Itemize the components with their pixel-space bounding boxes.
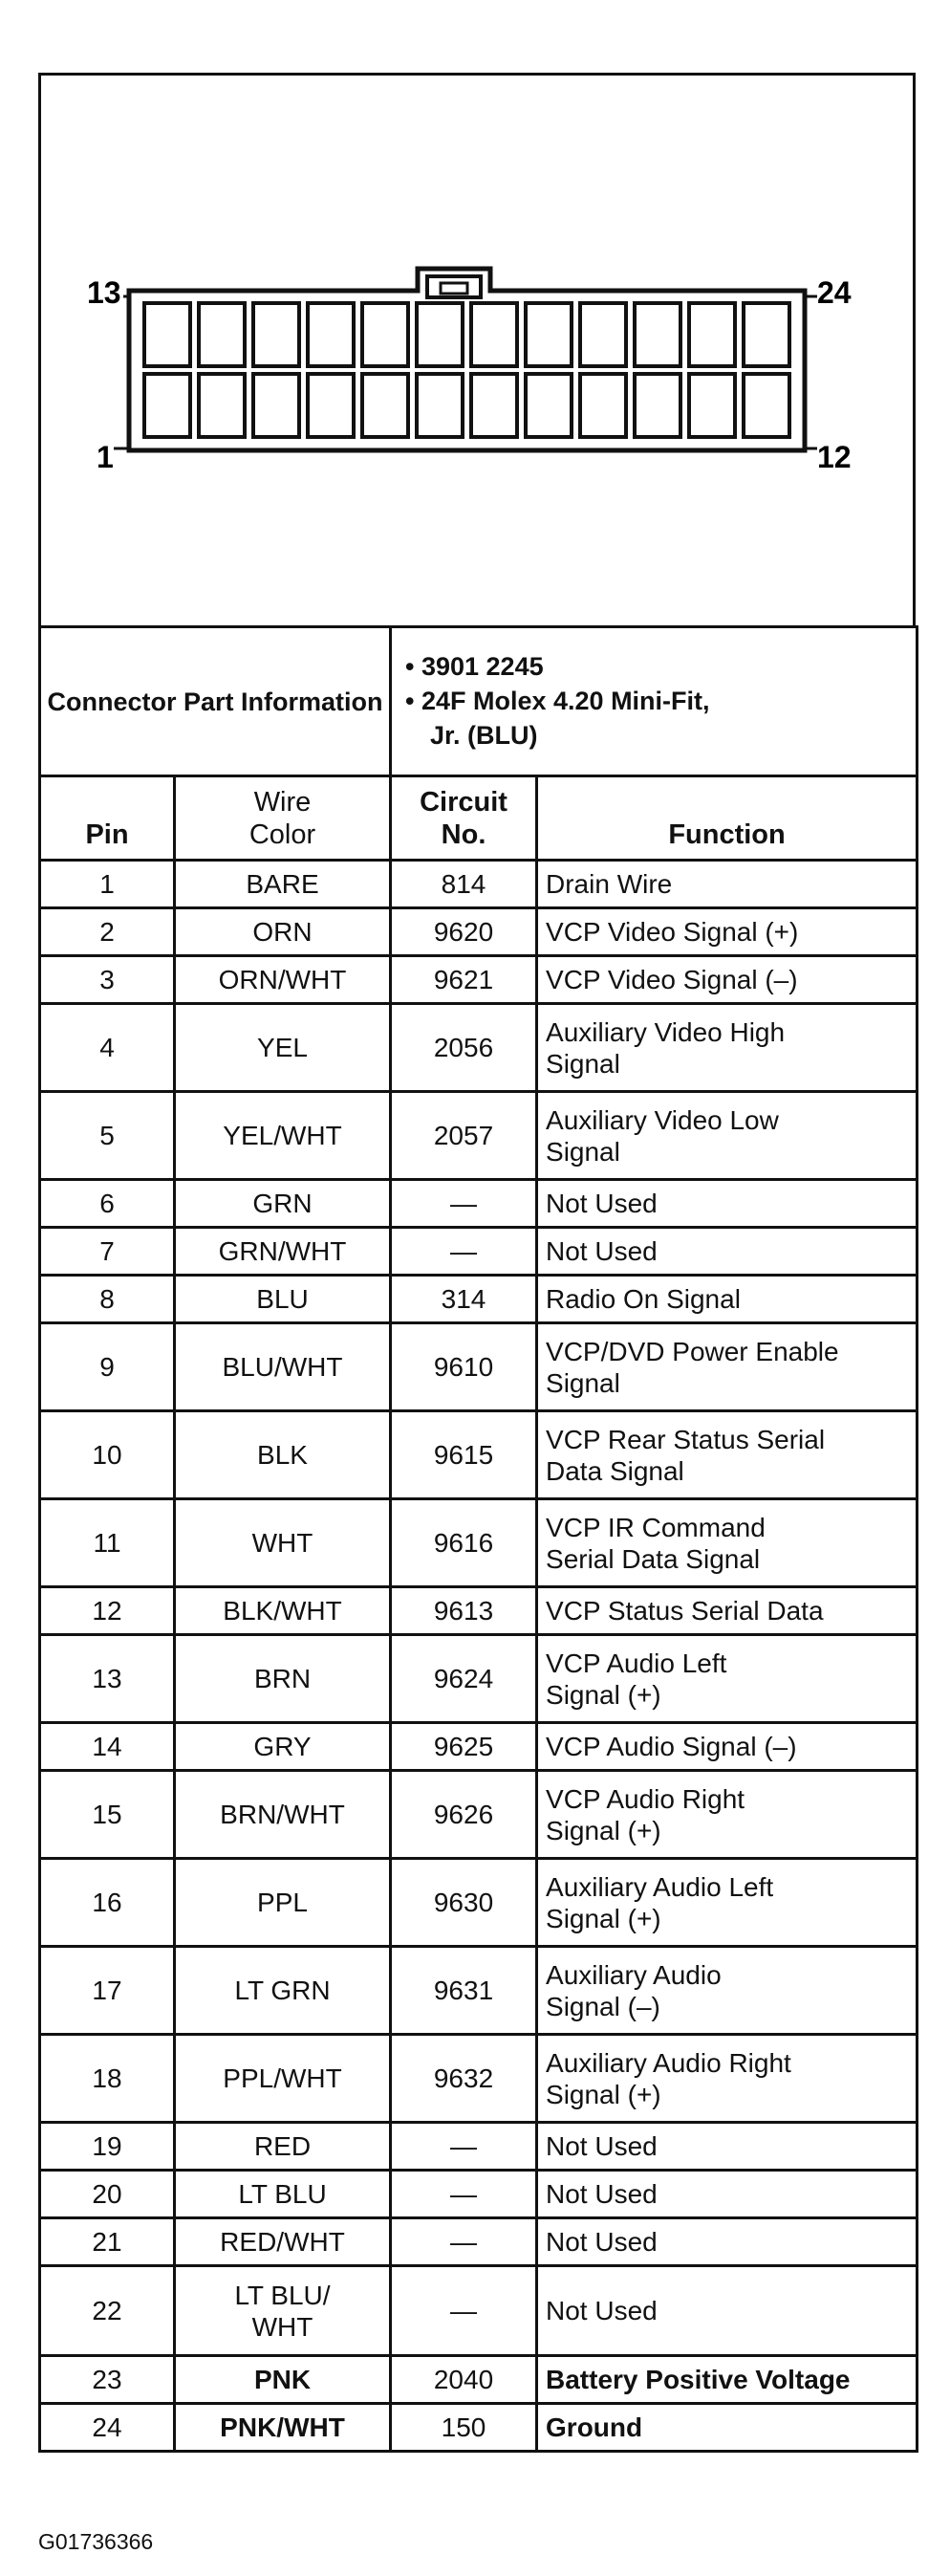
- wire-color-cell: PPL/WHT: [175, 2035, 391, 2123]
- header-function: Function: [537, 776, 918, 861]
- pin-cavity: [308, 303, 354, 366]
- function-cell: Not Used: [537, 2171, 918, 2218]
- pin-label-1: 1: [97, 440, 114, 474]
- wire-color-cell: PPL: [175, 1859, 391, 1947]
- table-row: [40, 1635, 918, 1723]
- wire-color-cell: BRN: [175, 1635, 391, 1723]
- function-cell: VCP Audio Left Signal (+): [537, 1635, 918, 1723]
- header-wire-color-text: Wire Color: [248, 787, 316, 850]
- function-cell: VCP IR Command Serial Data Signal: [537, 1499, 918, 1587]
- wire-color-cell: BRN/WHT: [175, 1771, 391, 1859]
- function-cell: Not Used: [537, 1228, 918, 1276]
- table-row: [40, 1859, 918, 1947]
- table-row: [40, 2266, 918, 2356]
- pin-cavity: [471, 374, 517, 437]
- pin-cell: 1: [40, 861, 175, 908]
- circuit-no-cell: —: [391, 2218, 537, 2266]
- circuit-no-cell: 2040: [391, 2356, 537, 2404]
- table-row: [40, 1499, 918, 1587]
- circuit-no-cell: 9620: [391, 908, 537, 956]
- wire-color-cell: BLU: [175, 1276, 391, 1323]
- pin-cell: 9: [40, 1323, 175, 1411]
- wire-color-cell: RED/WHT: [175, 2218, 391, 2266]
- wire-color-cell: BLK/WHT: [175, 1587, 391, 1635]
- function-cell: Not Used: [537, 2218, 918, 2266]
- table-row: [40, 2171, 918, 2218]
- table-row: [40, 1411, 918, 1499]
- pin-cavity: [362, 303, 408, 366]
- table-row: [40, 2035, 918, 2123]
- connector-description-line-2: Jr. (BLU): [430, 720, 538, 750]
- function-cell: Auxiliary Video High Signal: [537, 1004, 918, 1092]
- pin-cavity: [144, 303, 190, 366]
- function-cell: Not Used: [537, 1180, 918, 1228]
- pin-cavity: [308, 374, 354, 437]
- connector-info-row: [40, 627, 918, 776]
- pin-cavity: [253, 303, 299, 366]
- connector-part-number: • 3901 2245: [405, 651, 544, 681]
- function-cell: Radio On Signal: [537, 1276, 918, 1323]
- pin-cavity: [689, 303, 735, 366]
- table-row: [40, 1771, 918, 1859]
- function-cell: VCP Rear Status Serial Data Signal: [537, 1411, 918, 1499]
- pin-cell: 19: [40, 2123, 175, 2171]
- pin-rows: [40, 861, 918, 2452]
- pin-cell: 6: [40, 1180, 175, 1228]
- header-circuit-no: [391, 776, 537, 861]
- wire-color-cell: LT GRN: [175, 1947, 391, 2035]
- pin-cell: 17: [40, 1947, 175, 2035]
- circuit-no-cell: 9631: [391, 1947, 537, 2035]
- header-circuit-text: Circuit No.: [420, 787, 507, 850]
- pin-cell: 4: [40, 1004, 175, 1092]
- function-cell: Auxiliary Audio Right Signal (+): [537, 2035, 918, 2123]
- circuit-no-cell: 9613: [391, 1587, 537, 1635]
- pin-cavity: [526, 374, 572, 437]
- pin-cavity: [526, 303, 572, 366]
- function-cell: VCP/DVD Power Enable Signal: [537, 1323, 918, 1411]
- wire-color-cell: GRN/WHT: [175, 1228, 391, 1276]
- circuit-no-cell: 9626: [391, 1771, 537, 1859]
- pin-cell: 18: [40, 2035, 175, 2123]
- pin-cell: 24: [40, 2404, 175, 2452]
- pin-cell: 15: [40, 1771, 175, 1859]
- table-row: [40, 861, 918, 908]
- pin-label-12: 12: [817, 440, 852, 474]
- table-row: [40, 1228, 918, 1276]
- table-header-row: [40, 776, 918, 861]
- wire-color-cell: WHT: [175, 1499, 391, 1587]
- table-row: [40, 2218, 918, 2266]
- pin-cavity: [580, 374, 626, 437]
- pinout-table: [38, 625, 918, 2453]
- wire-color-cell: BLK: [175, 1411, 391, 1499]
- circuit-no-cell: 2056: [391, 1004, 537, 1092]
- circuit-no-cell: —: [391, 2171, 537, 2218]
- table-row: [40, 908, 918, 956]
- function-cell: Auxiliary Audio Left Signal (+): [537, 1859, 918, 1947]
- function-cell: VCP Audio Right Signal (+): [537, 1771, 918, 1859]
- pin-cavity: [635, 303, 680, 366]
- cavity-grid: [144, 303, 789, 437]
- function-cell: Ground: [537, 2404, 918, 2452]
- header-pin: Pin: [40, 776, 175, 861]
- connector-part-info-label: Connector Part Information: [40, 627, 391, 776]
- table-row: [40, 1947, 918, 2035]
- circuit-no-cell: —: [391, 2123, 537, 2171]
- pin-cavity: [580, 303, 626, 366]
- pin-cell: 11: [40, 1499, 175, 1587]
- wire-color-cell: GRN: [175, 1180, 391, 1228]
- wire-color-cell: RED: [175, 2123, 391, 2171]
- circuit-no-cell: 9624: [391, 1635, 537, 1723]
- pin-cell: 14: [40, 1723, 175, 1771]
- circuit-no-cell: 9621: [391, 956, 537, 1004]
- connector-part-info-value: [391, 627, 918, 776]
- circuit-no-cell: 9616: [391, 1499, 537, 1587]
- connector-sheet: [38, 73, 916, 2453]
- pin-cavity: [744, 303, 789, 366]
- wire-color-cell: LT BLU/ WHT: [175, 2266, 391, 2356]
- pin-cell: 2: [40, 908, 175, 956]
- circuit-no-cell: 9610: [391, 1323, 537, 1411]
- wire-color-cell: YEL/WHT: [175, 1092, 391, 1180]
- connector-diagram-panel: [38, 73, 916, 625]
- pin-cell: 23: [40, 2356, 175, 2404]
- pin-label-24: 24: [817, 275, 852, 310]
- pin-cavity: [199, 303, 245, 366]
- table-row: [40, 956, 918, 1004]
- table-row: [40, 1323, 918, 1411]
- wire-color-cell: ORN: [175, 908, 391, 956]
- pin-cavity: [471, 303, 517, 366]
- connector-face-diagram: [41, 76, 913, 628]
- circuit-no-cell: 814: [391, 861, 537, 908]
- function-cell: VCP Video Signal (–): [537, 956, 918, 1004]
- wire-color-cell: YEL: [175, 1004, 391, 1092]
- pin-cavity: [417, 374, 463, 437]
- pin-cavity: [635, 374, 680, 437]
- wire-color-cell: GRY: [175, 1723, 391, 1771]
- table-row: [40, 2123, 918, 2171]
- circuit-no-cell: 9630: [391, 1859, 537, 1947]
- function-cell: VCP Audio Signal (–): [537, 1723, 918, 1771]
- function-cell: Auxiliary Video Low Signal: [537, 1092, 918, 1180]
- function-cell: Drain Wire: [537, 861, 918, 908]
- pin-cell: 22: [40, 2266, 175, 2356]
- function-cell: Not Used: [537, 2123, 918, 2171]
- wire-color-cell: ORN/WHT: [175, 956, 391, 1004]
- table-row: [40, 2404, 918, 2452]
- pin-cavity: [744, 374, 789, 437]
- function-cell: Battery Positive Voltage: [537, 2356, 918, 2404]
- pin-label-13: 13: [87, 275, 121, 310]
- pin-cell: 3: [40, 956, 175, 1004]
- table-row: [40, 1723, 918, 1771]
- function-cell: VCP Status Serial Data: [537, 1587, 918, 1635]
- circuit-no-cell: —: [391, 1228, 537, 1276]
- wire-color-cell: BARE: [175, 861, 391, 908]
- pin-cell: 16: [40, 1859, 175, 1947]
- circuit-no-cell: 9615: [391, 1411, 537, 1499]
- wire-color-cell: PNK/WHT: [175, 2404, 391, 2452]
- circuit-no-cell: —: [391, 2266, 537, 2356]
- wire-color-cell: PNK: [175, 2356, 391, 2404]
- pin-cell: 21: [40, 2218, 175, 2266]
- pin-cell: 13: [40, 1635, 175, 1723]
- pin-cell: 8: [40, 1276, 175, 1323]
- pin-cell: 7: [40, 1228, 175, 1276]
- pin-cell: 20: [40, 2171, 175, 2218]
- pin-cavity: [199, 374, 245, 437]
- pin-cell: 5: [40, 1092, 175, 1180]
- pin-cell: 10: [40, 1411, 175, 1499]
- table-row: [40, 2356, 918, 2404]
- circuit-no-cell: —: [391, 1180, 537, 1228]
- figure-code: G01736366: [38, 2529, 154, 2554]
- function-cell: Not Used: [537, 2266, 918, 2356]
- circuit-no-cell: 9625: [391, 1723, 537, 1771]
- connector-latch-inner: [441, 283, 467, 294]
- pin-cavity: [417, 303, 463, 366]
- connector-description-line-1: • 24F Molex 4.20 Mini-Fit,: [405, 686, 710, 715]
- table-row: [40, 1004, 918, 1092]
- table-row: [40, 1587, 918, 1635]
- table-row: [40, 1180, 918, 1228]
- pin-cavity: [362, 374, 408, 437]
- circuit-no-cell: 314: [391, 1276, 537, 1323]
- function-cell: VCP Video Signal (+): [537, 908, 918, 956]
- circuit-no-cell: 2057: [391, 1092, 537, 1180]
- pin-cell: 12: [40, 1587, 175, 1635]
- wire-color-cell: LT BLU: [175, 2171, 391, 2218]
- header-wire-color: [175, 776, 391, 861]
- circuit-no-cell: 150: [391, 2404, 537, 2452]
- function-cell: Auxiliary Audio Signal (–): [537, 1947, 918, 2035]
- table-row: [40, 1276, 918, 1323]
- pin-cavity: [689, 374, 735, 437]
- wire-color-cell: BLU/WHT: [175, 1323, 391, 1411]
- circuit-no-cell: 9632: [391, 2035, 537, 2123]
- pin-cavity: [253, 374, 299, 437]
- table-row: [40, 1092, 918, 1180]
- pin-cavity: [144, 374, 190, 437]
